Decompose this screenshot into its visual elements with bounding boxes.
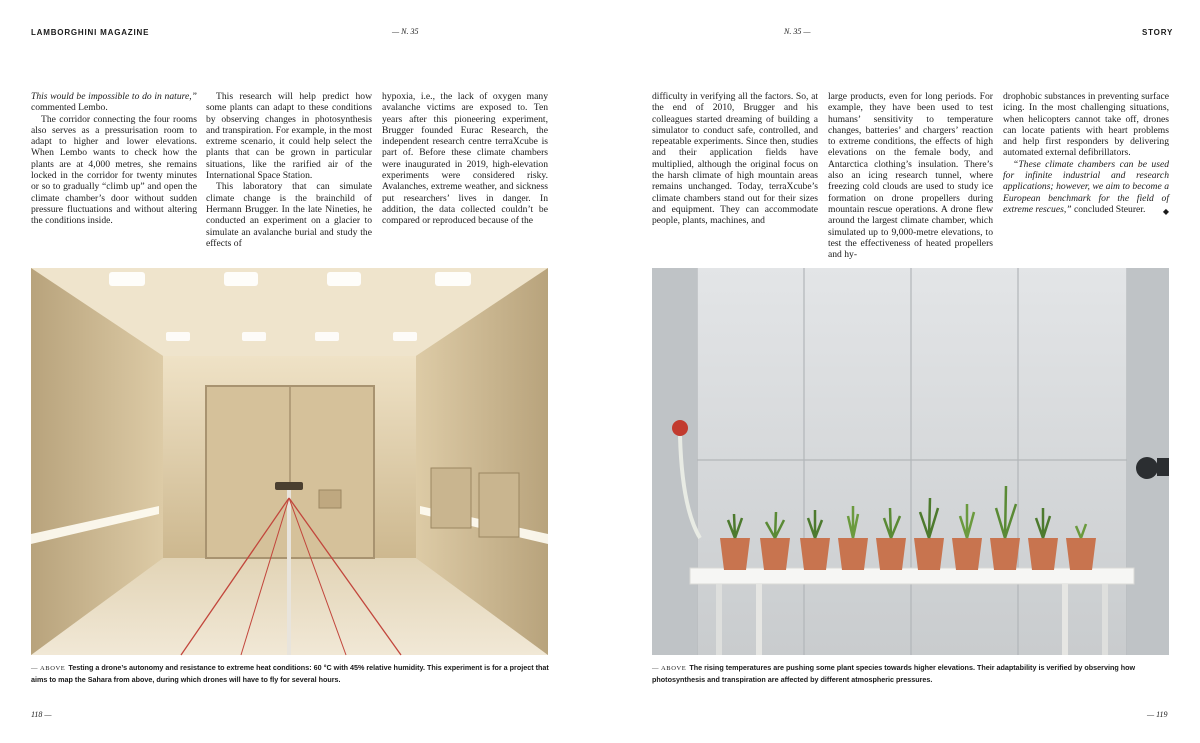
page-number-right: — 119 <box>1147 710 1168 719</box>
paragraph: large products, even for long periods. For example, they have been used to test humans’ sensitivity to temperature changes, batteries’ and chargers’ reaction to extreme conditions, the effects of high elevations on the female body, and Antarctica clothing’s insulation. There’s also an icing research tunnel, where freezing cold clouds are used to study ice formation on drone propellers during mountain rescue operations. A drone flew around the largest climate chamber, which simulated up to 9,000-metre elevations, to test the effectiveness of heated propellers and hy- <box>828 91 993 261</box>
photo-caption-left <box>31 662 561 685</box>
issue-number-right: N. 35 — <box>784 27 811 36</box>
right-page <box>600 0 1200 743</box>
article-column-6 <box>1003 91 1169 216</box>
quote-attribution: concluded Steurer. <box>1071 203 1146 215</box>
plant-chamber-photo <box>652 268 1169 655</box>
paragraph: hypoxia, i.e., the lack of oxygen many avalanche victims are exposed to. Ten years after this pioneering experiment, Brugger founded Eurac Research, the independent research centre terraXcube is part of. Before these climate chambers were inaugurated in 2019, high-elevation experiments were considered risky. Avalanches, extreme weather, and sickness put researchers’ lives in danger. In addition, the data collected couldn’t be compared or reproduced because of the <box>382 91 548 227</box>
article-column-4 <box>652 91 818 226</box>
paragraph: The corridor connecting the four rooms also serves as a pressurisation room to adapt to higher and lower elevations. When Lembo wants to check how the plants are at 4,000 metres, she remains locked in the corridor for twenty minutes or so to gradually “climb up” and open the climate chamber’s door without sudden pressure fluctuations and without altering the conditions inside. <box>31 113 197 227</box>
section-label: STORY <box>1142 28 1174 37</box>
caption-text: The rising temperatures are pushing some plant species towards higher elevations. Their adaptability is verified by observing how photosynthesis and transpiration are affected by different atmospheric pressures. <box>652 663 1136 684</box>
photo-caption-right <box>652 662 1182 685</box>
pull-quote: This would be impossible to do in nature,” <box>31 91 197 102</box>
paragraph: difficulty in verifying all the factors. So, at the end of 2010, Brugger and his colleagues started dreaming of building a simulator to conduct safe, controlled, and repeatable experiments. Since then, studies and their application fields have multiplied, although the original focus on the harsh climate of high mountain areas remains unchanged. Today, terraXcube’s climate chambers stand out for their sizes and equipment. They can accommodate people, plants, machines, and <box>652 91 818 227</box>
paragraph: This laboratory that can simulate climate change is the brainchild of Hermann Brugger. In the late Nineties, he conducted an experiment on a glacier to simulate an avalanche burial and study the effects of <box>206 181 372 249</box>
closing-quote: “These climate chambers can be used for infinite industrial and research applications; however, we aim to become a European benchmark for the field of extreme rescues,” <box>1003 158 1169 215</box>
quote-attribution: commented Lembo. <box>31 102 108 114</box>
paragraph: drophobic substances in preventing surface icing. In the most challenging situations, when helicopters cannot take off, drones can locate patients with heart problems and help first responders by delivering automated external defibrillators. <box>1003 91 1169 159</box>
article-column-3 <box>382 91 548 227</box>
end-mark-icon: ◆ <box>1162 206 1169 216</box>
article-column-1 <box>31 91 197 227</box>
article-column-2 <box>206 91 372 249</box>
issue-number-left: — N. 35 <box>392 27 419 36</box>
drone-chamber-photo <box>31 268 548 655</box>
caption-text: Testing a drone’s autonomy and resistance to extreme heat conditions: 60 °C with 45% relative humidity. This experiment is for a project that aims to map the Sahara from above, during which drones will have to fly for several hours. <box>31 663 549 684</box>
paragraph: This research will help predict how some plants can adapt to these conditions by observing changes in photosynthesis and transpiration. For example, in the most extreme scenario, it could help select the plants that can be grown in particular situations, like the rarified air of the International Space Station. <box>206 91 372 182</box>
magazine-title: LAMBORGHINI MAGAZINE <box>31 28 150 37</box>
page-number-left: 118 — <box>31 710 52 719</box>
article-column-5 <box>828 91 993 261</box>
caption-label: — ABOVE <box>31 665 66 672</box>
caption-label: — ABOVE <box>652 665 687 672</box>
